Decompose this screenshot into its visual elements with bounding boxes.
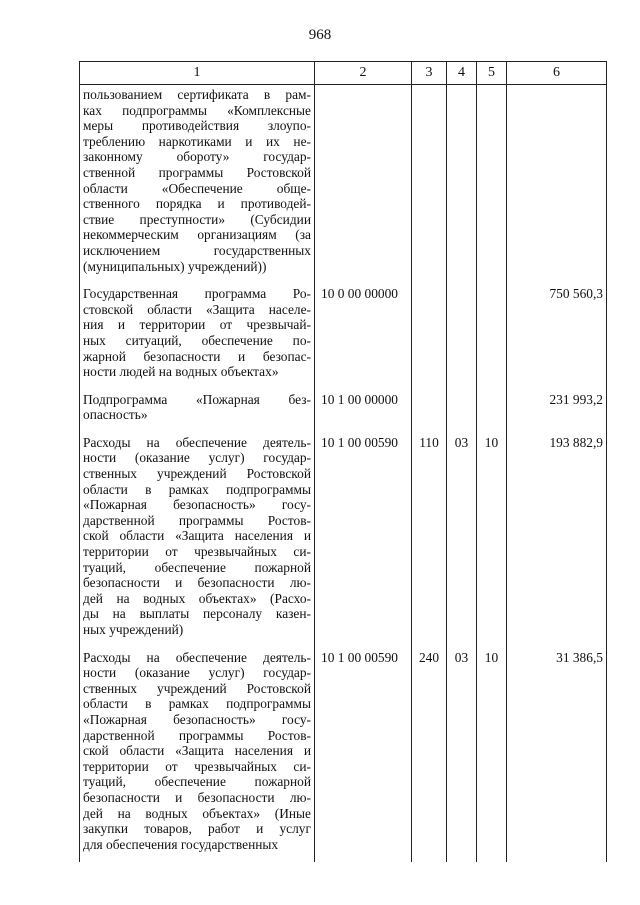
description-line: дарственной программы Ростов- — [83, 512, 311, 528]
expense-type-code: 240 — [412, 648, 447, 863]
description-line: для обеспечения государственных — [83, 836, 279, 852]
section-code — [447, 390, 477, 433]
description-line: ках подпрограммы «Комплексные — [83, 102, 311, 118]
description-line: ния и территории от чрезвычай- — [83, 317, 311, 333]
description-line: территории от чрезвычайных си- — [83, 758, 311, 774]
section-code — [447, 284, 477, 390]
section-code: 03 — [447, 648, 477, 863]
target-article-code: 10 1 00 00590 — [315, 648, 412, 863]
row-description — [80, 390, 315, 433]
subsection-code: 10 — [477, 433, 507, 648]
description-line: ской области «Защита населения и — [83, 528, 311, 544]
column-header: 6 — [507, 62, 607, 85]
description-line: закупки товаров, работ и услуг — [83, 821, 311, 837]
description-line: дей на водных объектах» (Расхо- — [83, 590, 311, 606]
page-number: 968 — [308, 27, 332, 43]
subsection-code — [477, 390, 507, 433]
column-header: 4 — [447, 62, 477, 85]
expense-type-code — [412, 390, 447, 433]
description-line: территории от чрезвычайных си- — [83, 544, 311, 560]
description-line: ственных учреждений Ростовской — [83, 466, 311, 482]
description-line: жарной безопасности и безопас- — [83, 348, 311, 364]
table-row — [80, 390, 607, 433]
description-line: (муниципальных) учреждений)) — [83, 258, 267, 274]
description-line: «Пожарная безопасность» госу- — [83, 497, 311, 513]
description-line: ствие преступности» (Субсидии — [83, 211, 311, 227]
description-line: пользованием сертификата в рам- — [83, 87, 311, 102]
description-line: Государственная программа Ро- — [83, 286, 311, 302]
description-line: безопасности и безопасности лю- — [83, 789, 311, 805]
description-line: ственной программы Ростовской — [83, 164, 311, 180]
column-header: 2 — [315, 62, 412, 85]
budget-table — [79, 61, 607, 862]
description-line: Расходы на обеспечение деятель- — [83, 649, 311, 665]
description-line: туаций, обеспечение пожарной — [83, 559, 311, 575]
table-row — [80, 648, 607, 863]
description-line: дарственной программы Ростов- — [83, 727, 311, 743]
description-line: ской области «Защита населения и — [83, 743, 311, 759]
description-line: ды на выплаты персоналу казен- — [83, 606, 311, 622]
description-line: области в рамках подпрограммы — [83, 481, 311, 497]
target-article-code: 10 1 00 00590 — [315, 433, 412, 648]
description-line: ных учреждений) — [83, 622, 184, 637]
amount-value: 231 993,2 — [507, 390, 607, 433]
amount-value: 31 386,5 — [507, 648, 607, 863]
description-line: ственного порядка и противодей- — [83, 196, 311, 212]
description-line: исключением государственных — [83, 242, 311, 258]
subsection-code — [477, 85, 507, 285]
description-line: ственных учреждений Ростовской — [83, 680, 311, 696]
target-article-code: 10 1 00 00000 — [315, 390, 412, 433]
description-line: треблению наркотиками и их не- — [83, 133, 311, 149]
description-line: дей на водных объектах» (Иные — [83, 805, 311, 821]
header-row — [80, 62, 607, 85]
description-line: ности (оказание услуг) государ- — [83, 450, 311, 466]
table-row — [80, 85, 607, 285]
section-code — [447, 85, 477, 285]
description-line: некоммерческим организациям (за — [83, 227, 311, 243]
row-description — [80, 433, 315, 648]
target-article-code — [315, 85, 412, 285]
amount-value: 193 882,9 — [507, 433, 607, 648]
description-line: меры противодействия злоупо- — [83, 118, 311, 134]
description-line: области «Обеспечение обще- — [83, 180, 311, 196]
expense-type-code: 110 — [412, 433, 447, 648]
target-article-code: 10 0 00 00000 — [315, 284, 412, 390]
description-line: «Пожарная безопасность» госу- — [83, 711, 311, 727]
description-line: стовской области «Защита населе- — [83, 301, 311, 317]
row-description — [80, 284, 315, 390]
table-row — [80, 433, 607, 648]
description-line: Подпрограмма «Пожарная без- — [83, 391, 311, 407]
column-header: 1 — [80, 62, 315, 85]
table-row — [80, 284, 607, 390]
subsection-code — [477, 284, 507, 390]
description-line: законному обороту» государ- — [83, 149, 311, 165]
description-line: безопасности и безопасности лю- — [83, 575, 311, 591]
description-line: ности людей на водных объектах» — [83, 364, 279, 380]
expense-type-code — [412, 85, 447, 285]
description-line: опасность» — [83, 407, 148, 423]
column-header: 3 — [412, 62, 447, 85]
amount-value — [507, 85, 607, 285]
column-header: 5 — [477, 62, 507, 85]
row-description — [80, 648, 315, 863]
amount-value: 750 560,3 — [507, 284, 607, 390]
expense-type-code — [412, 284, 447, 390]
row-description — [80, 85, 315, 285]
description-line: ности (оказание услуг) государ- — [83, 665, 311, 681]
description-line: туаций, обеспечение пожарной — [83, 774, 311, 790]
description-line: Расходы на обеспечение деятель- — [83, 434, 311, 450]
subsection-code: 10 — [477, 648, 507, 863]
description-line: области в рамках подпрограммы — [83, 696, 311, 712]
section-code: 03 — [447, 433, 477, 648]
description-line: ных ситуаций, обеспечение по- — [83, 332, 311, 348]
